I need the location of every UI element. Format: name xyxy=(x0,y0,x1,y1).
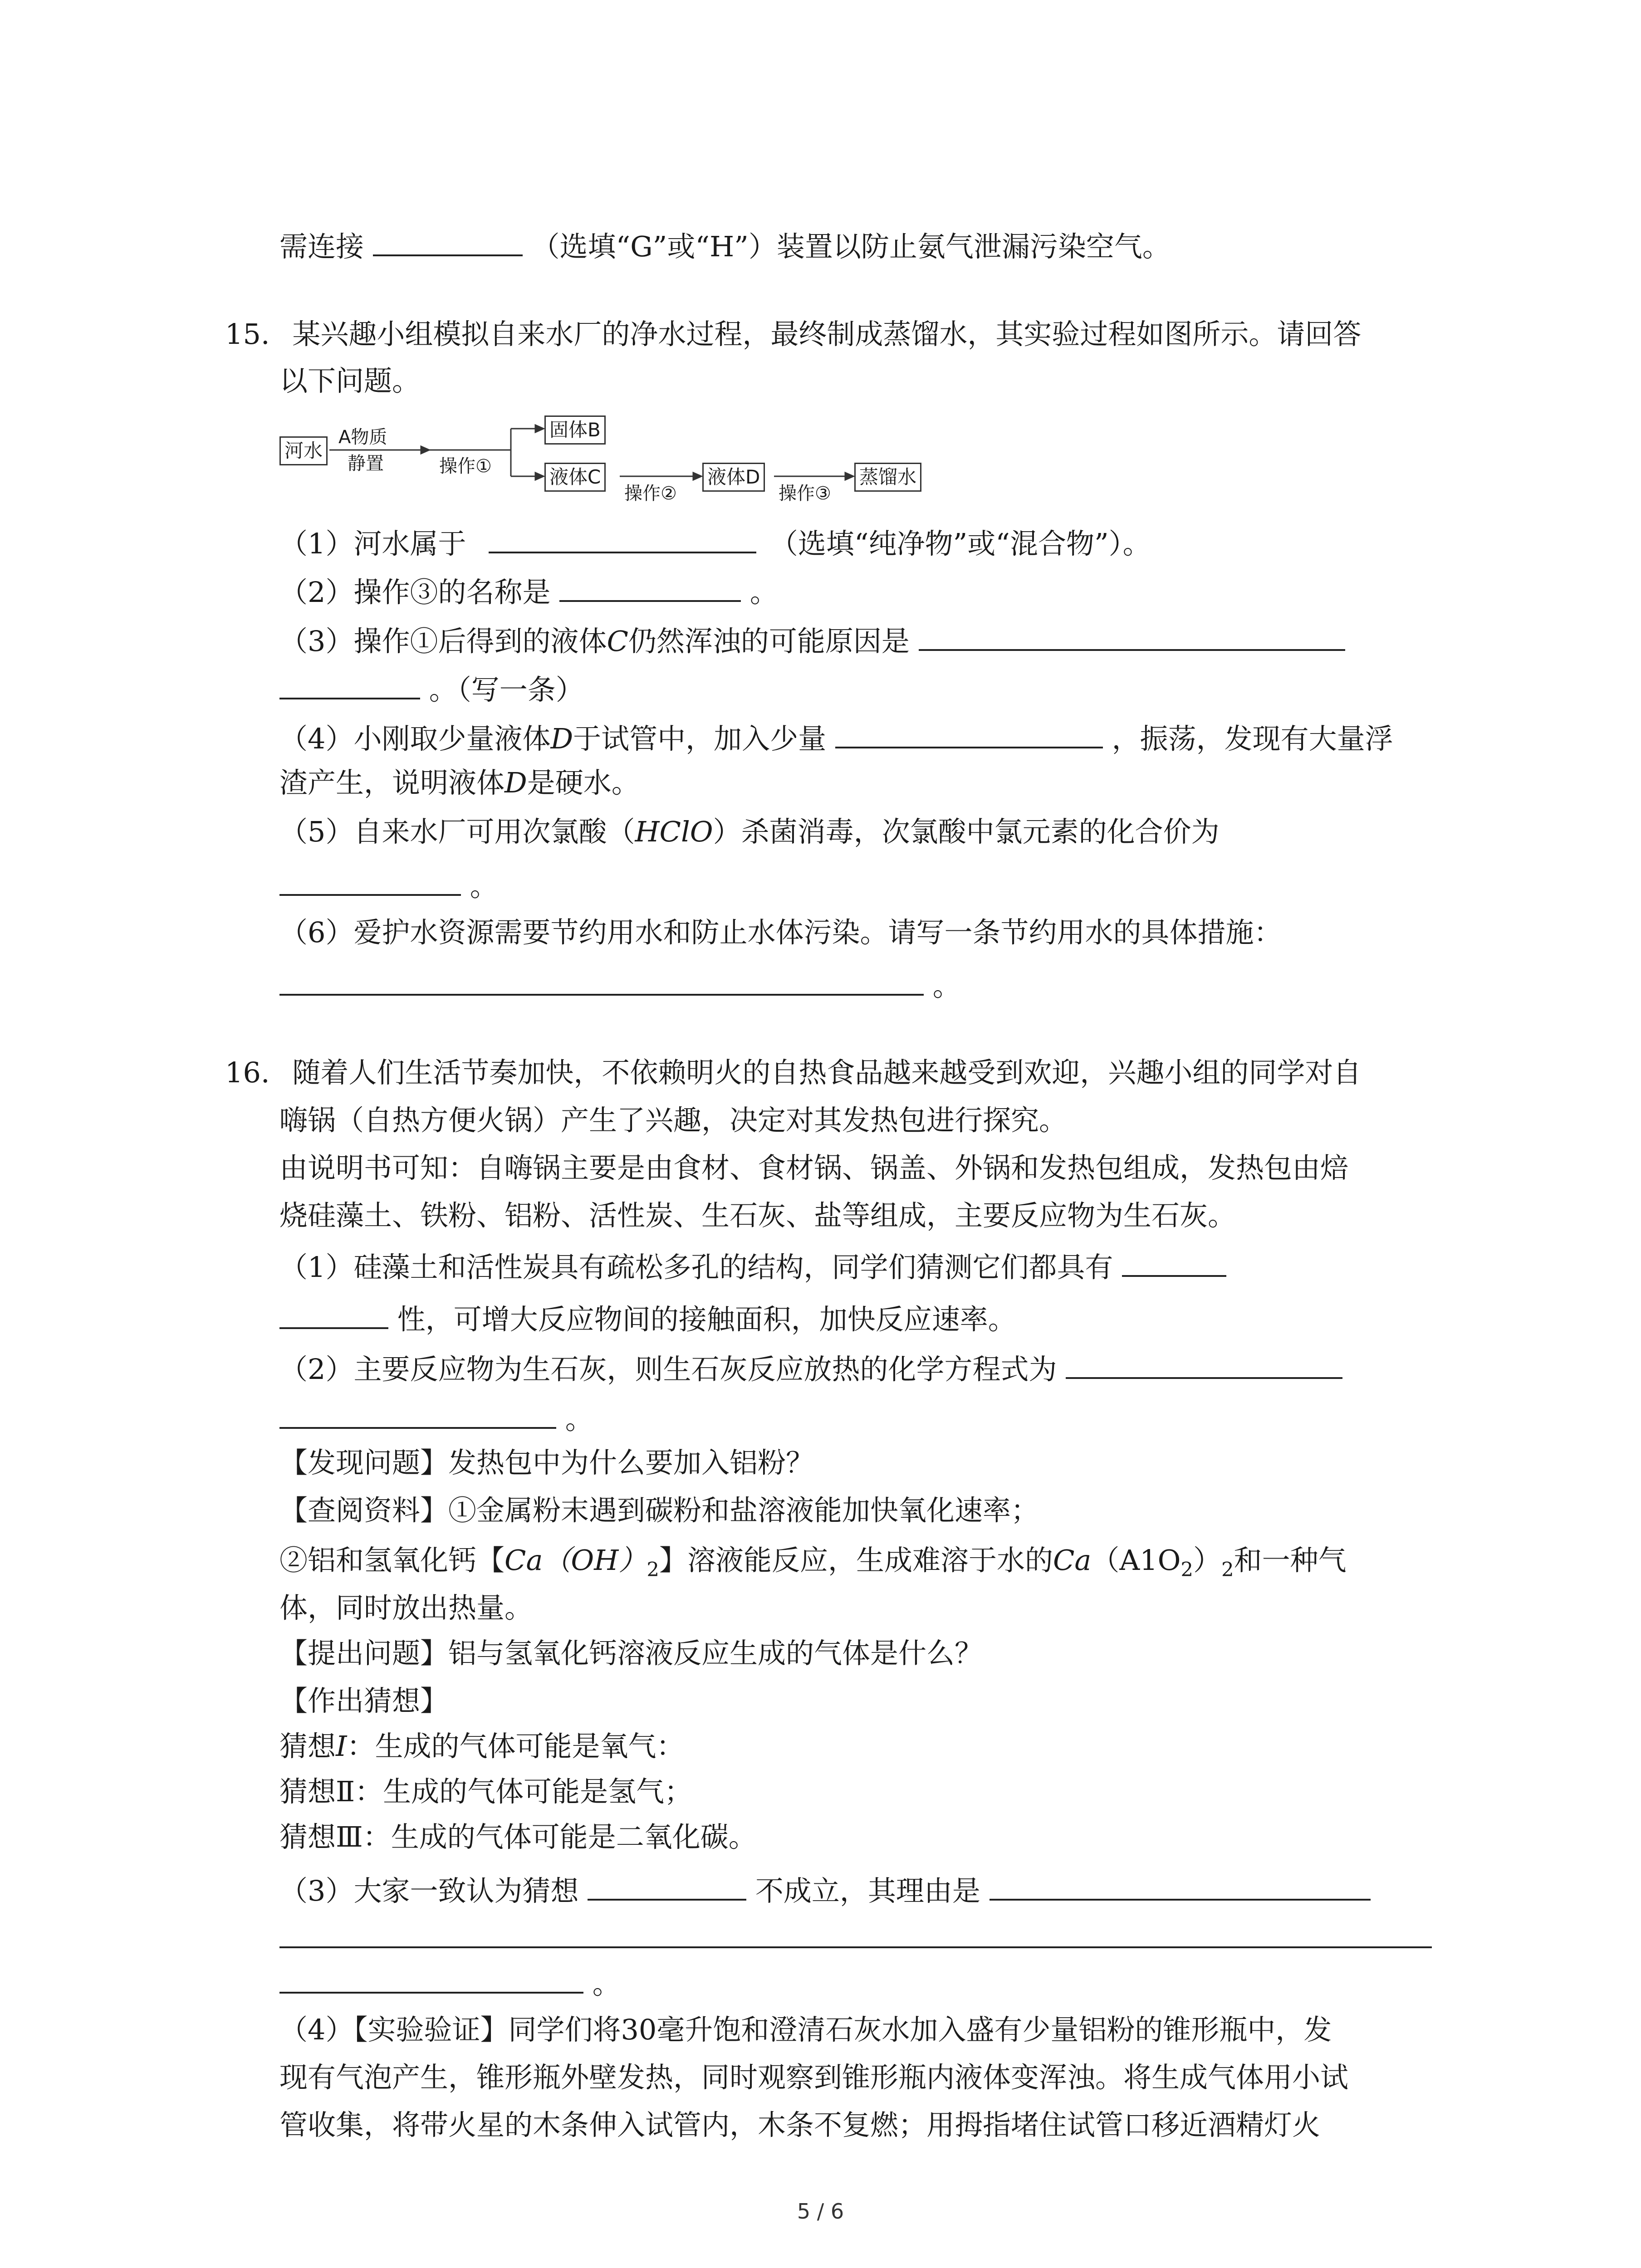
q16-p3-tail: 。 xyxy=(592,1967,621,2000)
q15-part-4 xyxy=(279,717,1393,753)
q15-stem-line-1 xyxy=(225,316,1361,352)
q16-part-4-line-1 xyxy=(279,2012,1332,2048)
q15-part-3 xyxy=(279,619,1345,658)
q16-fact2-a: ②铝和氢氧化钙【 xyxy=(279,1544,505,1577)
q15-p5-tail: 。 xyxy=(470,870,498,903)
q16-p2-label: （2）主要反应物为生石灰，则生石灰反应放热的化学方程式为 xyxy=(279,1353,1057,1386)
answer-blank[interactable] xyxy=(279,1916,1432,1948)
answer-blank[interactable] xyxy=(1122,1245,1226,1277)
q16-p4-1: （4）【实验验证】同学们将30毫升饱和澄清石灰水加入盛有少量铝粉的锥形瓶中，发 xyxy=(279,2013,1332,2046)
q16-hypo-2 xyxy=(279,1774,692,1810)
q15-p4-text-2: ，振荡，发现有大量浮 xyxy=(1112,722,1393,755)
q16-part-3-line-2 xyxy=(279,1916,1432,1953)
page-number: 5 / 6 xyxy=(797,2199,844,2224)
q15-p1-label: （1）河水属于 xyxy=(279,527,466,560)
q16-p4-3: 管收集，将带火星的木条伸入试管内，木条不复燃；用拇指堵住试管口移近酒精灯火 xyxy=(279,2108,1321,2141)
q16-part-1 xyxy=(279,1245,1226,1284)
q16-hypo-title-text: 【作出猜想】 xyxy=(279,1684,449,1717)
q15-p4-line2-b: 是硬水。 xyxy=(527,766,640,799)
q16-hypo-3 xyxy=(279,1819,757,1855)
q15-p3-var: C xyxy=(607,625,628,658)
q16-question-text: 【提出问题】铝与氢氧化钙溶液反应生成的气体是什么？ xyxy=(279,1637,983,1670)
answer-blank[interactable] xyxy=(279,1962,583,1994)
q16-hypo1-b: ：生成的气体可能是氧气： xyxy=(347,1730,685,1763)
q16-discover-text: 【发现问题】发热包中为什么要加入铝粉？ xyxy=(279,1446,814,1479)
q16-fact2-line2: 体，同时放出热量。 xyxy=(279,1591,533,1624)
q16-fact2-sub4: 2 xyxy=(1221,1558,1234,1581)
q15-stem-line-2 xyxy=(279,363,420,399)
q16-fact-2 xyxy=(279,1542,1347,1579)
q16-part-3-line-3 xyxy=(279,1962,621,1998)
q16-fact2-ca2: Ca xyxy=(1053,1544,1092,1577)
q15-p4-var: D xyxy=(550,722,573,755)
q14-suffix: （选填“G”或“H”）装置以防止氨气泄漏污染空气。 xyxy=(531,230,1171,263)
q15-p2-label: （2）操作③的名称是 xyxy=(279,576,551,609)
q16-part-1-line-2 xyxy=(279,1297,1016,1334)
q16-intro-2: 烧硅藻土、铁粉、铝粉、活性炭、生石灰、盐等组成，主要反应物为生石灰。 xyxy=(279,1199,1236,1232)
q16-hypo2-text: 猜想Ⅱ：生成的气体可能是氢气； xyxy=(279,1775,693,1808)
answer-blank[interactable] xyxy=(279,964,924,996)
q16-p2-tail: 。 xyxy=(565,1403,593,1436)
answer-blank[interactable] xyxy=(835,717,1103,748)
label-op2: 操作② xyxy=(624,483,677,504)
q16-fact2-alo: （A1O xyxy=(1091,1544,1181,1577)
q16-fact2-sub: 2 xyxy=(647,1558,659,1581)
box-liquid-c: 液体C xyxy=(544,463,606,492)
q14-tail-line xyxy=(279,225,1171,261)
q16-part-2 xyxy=(279,1347,1342,1386)
question-number: 15. xyxy=(225,318,270,351)
q16-intro-line-1 xyxy=(279,1150,1348,1186)
q16-part-2-line-2 xyxy=(279,1397,593,1436)
answer-blank[interactable] xyxy=(489,522,756,553)
q15-p5-label: （5）自来水厂可用次氯酸（ xyxy=(279,815,635,848)
q16-part-4-line-3 xyxy=(279,2107,1320,2143)
q15-p6-tail: 。 xyxy=(932,969,961,1002)
box-distilled: 蒸馏水 xyxy=(854,463,921,492)
q15-p6-text: （6）爱护水资源需要节约用水和防止水体污染。请写一条节约用水的具体措施： xyxy=(279,916,1282,949)
answer-blank[interactable] xyxy=(919,619,1345,651)
q16-stem-line-1 xyxy=(225,1055,1361,1091)
q16-question xyxy=(279,1635,983,1672)
q16-fact2-sub3: 2 xyxy=(1181,1558,1194,1581)
q15-p4-text: 于试管中，加入少量 xyxy=(573,722,827,755)
q15-part-2 xyxy=(279,570,778,609)
q16-stem-1: 随着人们生活节奏加快，不依赖明火的自热食品越来越受到欢迎，兴趣小组的同学对自 xyxy=(292,1056,1362,1089)
q15-stem-2: 以下问题。 xyxy=(279,364,421,397)
q15-p4-label: （4）小刚取少量液体 xyxy=(279,722,551,755)
q15-part-3-line-2 xyxy=(279,668,584,704)
answer-blank[interactable] xyxy=(1066,1347,1342,1379)
q15-p5-text: ）杀菌消毒，次氯酸中氯元素的化合价为 xyxy=(713,815,1220,848)
q15-p5-formula: HClO xyxy=(635,815,713,848)
q15-p4-line2-a: 渣产生，说明液体 xyxy=(279,766,505,799)
q16-stem-line-2 xyxy=(279,1102,1067,1139)
q16-hypo3-text: 猜想Ⅲ：生成的气体可能是二氧化碳。 xyxy=(279,1820,757,1853)
q15-part-6-line-2 xyxy=(279,964,961,1000)
q16-intro-1: 由说明书可知：自嗨锅主要是由食材、食材锅、锅盖、外锅和发热包组成，发热包由焙 xyxy=(279,1151,1349,1184)
q16-part-3 xyxy=(279,1869,1371,1905)
label-op1: 操作① xyxy=(439,456,492,477)
q16-intro-line-2 xyxy=(279,1198,1236,1234)
box-river: 河水 xyxy=(279,436,328,465)
q15-part-6 xyxy=(279,914,1282,951)
q16-hypo1-a: 猜想 xyxy=(279,1730,336,1763)
answer-blank[interactable] xyxy=(989,1869,1371,1901)
answer-blank[interactable] xyxy=(559,570,741,602)
q15-p4-line2-var: D xyxy=(505,766,527,799)
q15-p3-text: 仍然浑浊的可能原因是 xyxy=(628,625,910,658)
question-number: 16. xyxy=(225,1056,270,1089)
q15-p3-tail: 。（写一条） xyxy=(429,673,584,706)
q16-lookup xyxy=(279,1492,1039,1529)
q16-fact2-ca: Ca xyxy=(505,1544,543,1577)
answer-blank[interactable] xyxy=(373,225,523,256)
q15-p2-end: 。 xyxy=(749,576,778,609)
answer-blank[interactable] xyxy=(279,668,420,699)
q16-stem-2: 嗨锅（自热方便火锅）产生了兴趣，决定对其发热包进行探究。 xyxy=(279,1104,1068,1137)
q16-p4-2: 现有气泡产生，锥形瓶外壁发热，同时观察到锥形瓶内液体变浑浊。将生成气体用小试 xyxy=(279,2061,1349,2094)
q16-fact2-c: 和一种气 xyxy=(1234,1544,1347,1577)
q16-fact2-oh: （OH） xyxy=(543,1544,647,1577)
box-liquid-d: 液体D xyxy=(702,463,765,492)
answer-blank[interactable] xyxy=(279,864,461,896)
q16-part-4-line-2 xyxy=(279,2059,1348,2096)
q16-p1-text: 性，可增大反应物间的接触面积，加快反应速率。 xyxy=(397,1303,1016,1336)
q15-p1-hint: （选填“纯净物”或“混合物”）。 xyxy=(769,527,1151,560)
q15-part-4-line-2 xyxy=(279,765,640,801)
q16-hypo-1 xyxy=(279,1728,685,1765)
answer-blank[interactable] xyxy=(279,1297,388,1329)
label-op3: 操作③ xyxy=(779,483,831,504)
q16-p3-label: （3）大家一致认为猜想 xyxy=(279,1874,579,1907)
label-settle: 静置 xyxy=(348,453,384,474)
answer-blank[interactable] xyxy=(588,1869,746,1901)
label-reagent: A物质 xyxy=(338,427,387,448)
q16-fact2-close: ） xyxy=(1193,1544,1222,1577)
q14-prefix: 需连接 xyxy=(279,230,364,263)
q16-p1-label: （1）硅藻土和活性炭具有疏松多孔的结构，同学们猜测它们都具有 xyxy=(279,1251,1113,1284)
q15-part-5-line-2 xyxy=(279,864,498,903)
q15-p3-label: （3）操作①后得到的液体 xyxy=(279,625,607,658)
q15-part-5 xyxy=(279,814,1220,850)
q15-stem-1: 某兴趣小组模拟自来水厂的净水过程，最终制成蒸馏水，其实验过程如图所示。请回答 xyxy=(292,318,1362,351)
box-solid-b: 固体B xyxy=(544,415,606,445)
q16-fact2-b: 】溶液能反应，生成难溶于水的 xyxy=(659,1544,1053,1577)
q16-fact-2-line-2 xyxy=(279,1590,533,1626)
q16-hypo-title xyxy=(279,1683,448,1719)
q16-lookup-text: 【查阅资料】①金属粉末遇到碳粉和盐溶液能加快氧化速率； xyxy=(279,1494,1039,1527)
answer-blank[interactable] xyxy=(279,1397,556,1429)
q16-p3-text: 不成立，其理由是 xyxy=(755,1874,980,1907)
q16-hypo1-i: I xyxy=(336,1730,347,1763)
q15-part-1 xyxy=(279,522,1151,558)
water-purification-diagram xyxy=(279,419,951,526)
q16-discover xyxy=(279,1445,814,1481)
